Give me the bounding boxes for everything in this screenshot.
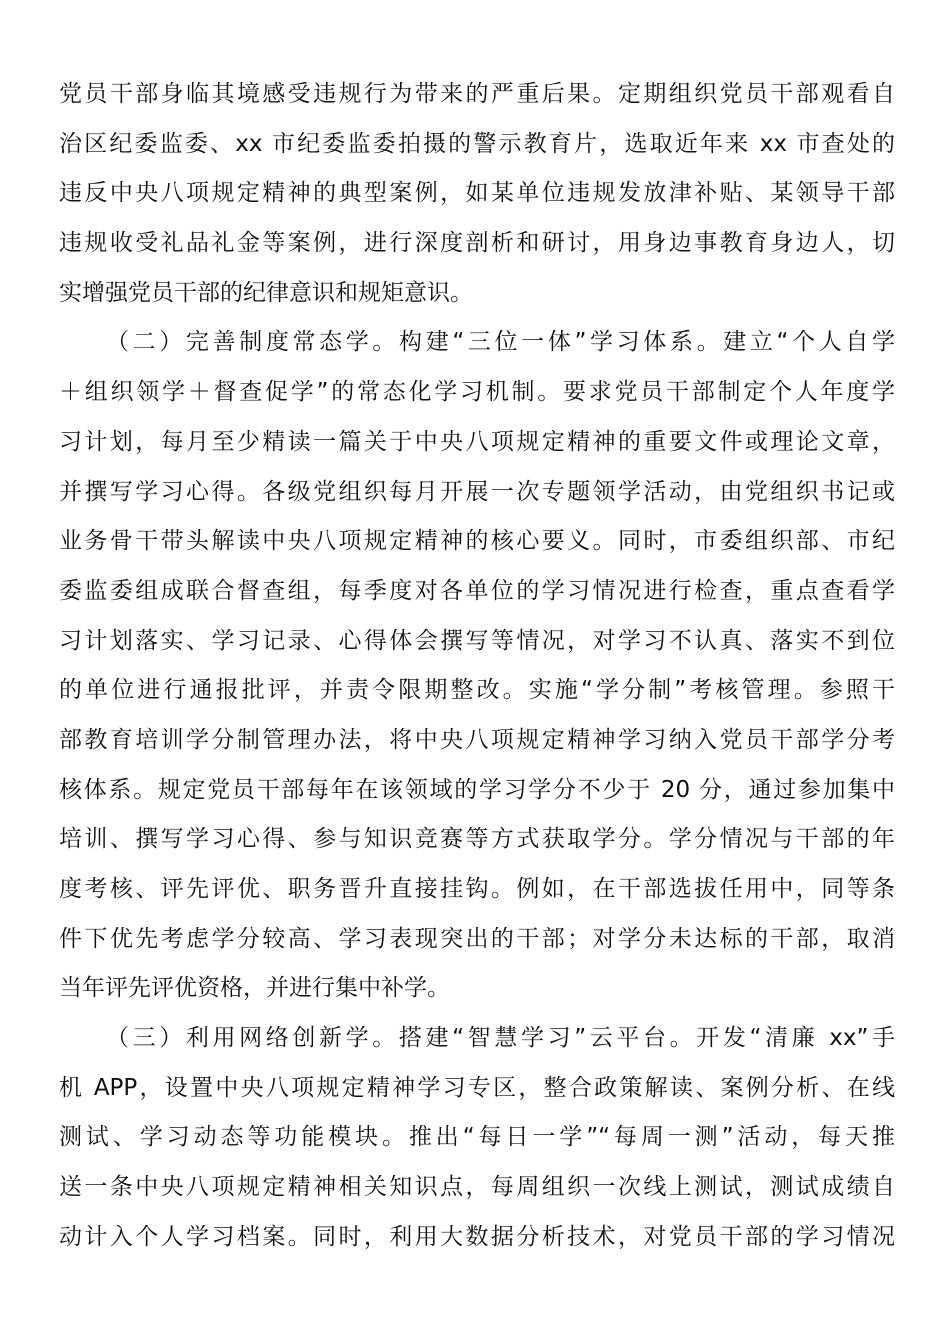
text-line: 业务骨干带头解读中央八项规定精神的核心要义。同时，市委组织部、市纪	[59, 528, 895, 555]
text-line: 党员干部身临其境感受违规行为带来的严重后果。定期组织党员干部观看自	[59, 81, 895, 107]
text-line: ＋组织领学＋督查促学”的常态化学习机制。要求党员干部制定个人年度学	[59, 379, 895, 406]
text-line: 当年评先评优资格，并进行集中补学。	[59, 975, 450, 1002]
text-line: 习计划，每月至少精读一篇关于中央八项规定精神的重要文件或理论文章，	[59, 428, 895, 455]
text-line: 测试、学习动态等功能模块。推出“每日一学”“每周一测”活动，每天推	[59, 1124, 895, 1151]
text-line: 送一条中央八项规定精神相关知识点，每周组织一次线上测试，测试成绩自	[59, 1174, 895, 1201]
text-line: 培训、撰写学习心得、参与知识竞赛等方式获取学分。学分情况与干部的年	[59, 826, 895, 853]
text-line: 违反中央八项规定精神的典型案例，如某单位违规发放津补贴、某领导干部	[59, 180, 895, 207]
text-line: 治区纪委监委、xx 市纪委监委拍摄的警示教育片，选取近年来 xx 市查处的	[59, 130, 895, 157]
document-body	[59, 70, 895, 1263]
text-line: 核体系。规定党员干部每年在该领域的学习学分不少于 20 分，通过参加集中	[59, 776, 895, 803]
text-line: 件下优先考虑学分较高、学习表现突出的干部；对学分未达标的干部，取消	[59, 925, 895, 952]
text-line: 机 APP，设置中央八项规定精神学习专区，整合政策解读、案例分析、在线	[59, 1074, 895, 1101]
text-line: 部教育培训学分制管理办法，将中央八项规定精神学习纳入党员干部学分考	[59, 726, 895, 753]
section-heading-line: （三）利用网络创新学。搭建“智慧学习”云平台。开发“清廉 xx”手	[106, 1025, 895, 1052]
text-line: 违规收受礼品礼金等案例，进行深度剖析和研讨，用身边事教育身边人，切	[59, 230, 895, 257]
text-line: 动计入个人学习档案。同时，利用大数据分析技术，对党员干部的学习情况	[59, 1223, 895, 1250]
text-line: 实增强党员干部的纪律意识和规矩意识。	[59, 279, 473, 306]
text-line: 度考核、评先评优、职务晋升直接挂钩。例如，在干部选拔任用中，同等条	[59, 876, 895, 902]
text-line: 习计划落实、学习记录、心得体会撰写等情况，对学习不认真、落实不到位	[59, 627, 895, 654]
text-line: 并撰写学习心得。各级党组织每月开展一次专题领学活动，由党组织书记或	[59, 478, 895, 505]
section-heading-line: （二）完善制度常态学。构建“三位一体”学习体系。建立“个人自学	[106, 329, 895, 356]
text-line: 委监委组成联合督查组，每季度对各单位的学习情况进行检查，重点查看学	[59, 577, 895, 604]
text-line: 的单位进行通报批评，并责令限期整改。实施“学分制”考核管理。参照干	[59, 677, 895, 704]
